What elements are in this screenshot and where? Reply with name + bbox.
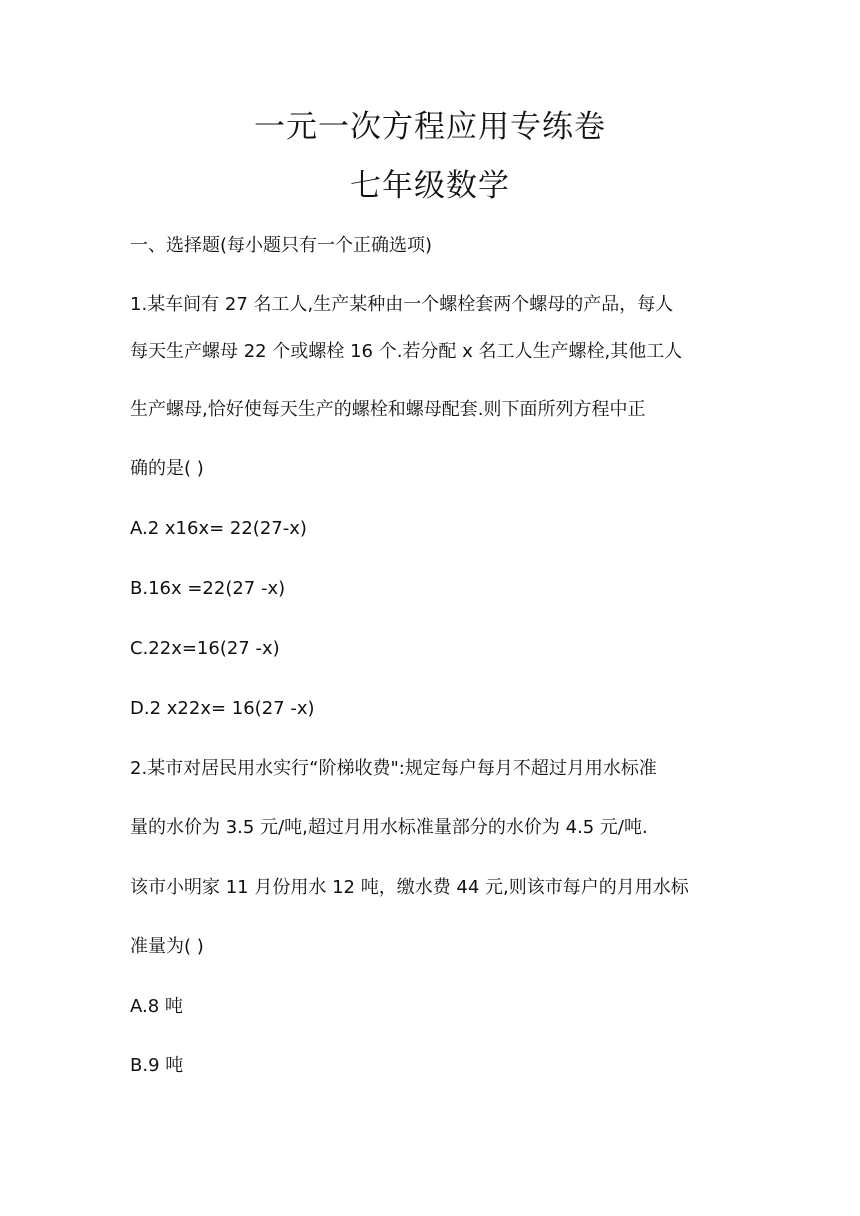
document-subtitle: 七年级数学	[350, 168, 510, 204]
question-2-line-3: 该市小明家 11 月份用水 12 吨，缴水费 44 元,则该市每户的月用水标	[130, 877, 689, 898]
document-title: 一元一次方程应用专练卷	[254, 109, 606, 145]
question-1-line-2: 每天生产螺母 22 个或螺栓 16 个.若分配 x 名工人生产螺栓,其他工人	[130, 341, 683, 362]
question-2-option-b: B.9 吨	[130, 1055, 184, 1076]
question-2-line-4: 准量为( )	[130, 936, 204, 957]
question-1-line-1: 1.某车间有 27 名工人,生产某种由一个螺栓套两个螺母的产品，每人	[130, 294, 674, 315]
section-heading: 一、选择题(每小题只有一个正确选项)	[130, 235, 433, 256]
question-1-option-a: A.2 x16x= 22(27-x)	[130, 518, 307, 539]
question-1-option-c: C.22x=16(27 -x)	[130, 638, 280, 659]
question-1-option-d: D.2 x22x= 16(27 -x)	[130, 698, 315, 719]
question-1-option-b: B.16x =22(27 -x)	[130, 578, 286, 599]
question-2-option-a: A.8 吨	[130, 996, 183, 1017]
question-2-line-1: 2.某市对居民用水实行“阶梯收费":规定每户每月不超过月用水标准	[130, 758, 657, 779]
question-2-line-2: 量的水价为 3.5 元/吨,超过月用水标准量部分的水价为 4.5 元/吨.	[130, 817, 648, 838]
question-1-line-4: 确的是( )	[130, 458, 204, 479]
question-1-line-3: 生产螺母,恰好使每天生产的螺栓和螺母配套.则下面所列方程中正	[130, 399, 646, 420]
